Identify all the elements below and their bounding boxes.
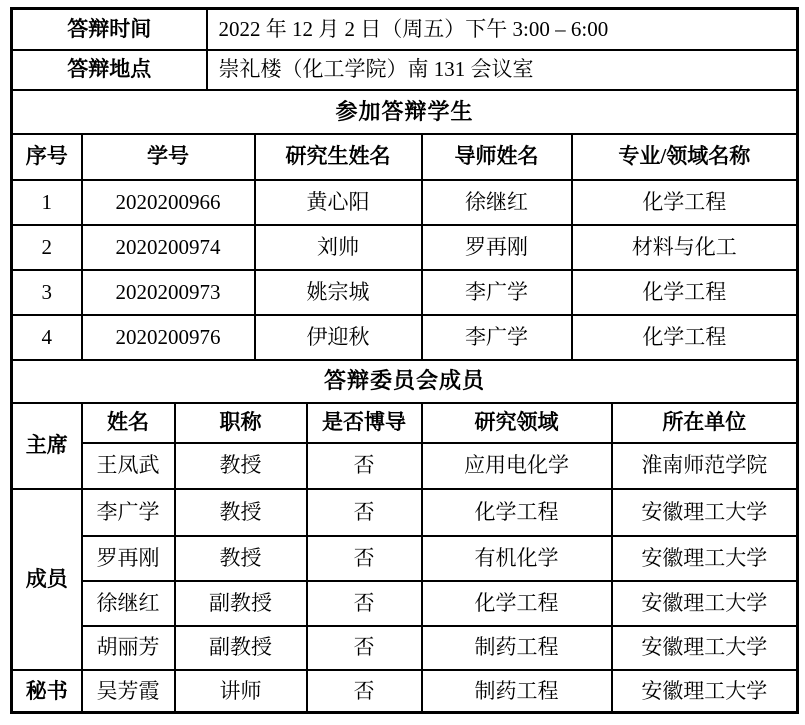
committee-row-member xyxy=(12,489,798,536)
students-title-row xyxy=(12,90,798,134)
committee-row-member xyxy=(12,536,798,581)
info-value-time: 2022 年 12 月 2 日（周五）下午 3:00 – 6:00 xyxy=(207,9,798,50)
student-major: 材料与化工 xyxy=(572,225,798,270)
student-index: 4 xyxy=(12,315,82,360)
student-major: 化学工程 xyxy=(572,315,798,360)
student-name: 伊迎秋 xyxy=(255,315,422,360)
committee-row-member xyxy=(12,581,798,626)
committee-section-title: 答辩委员会成员 xyxy=(12,360,798,403)
student-row xyxy=(12,225,798,270)
student-name: 刘帅 xyxy=(255,225,422,270)
committee-row-secretary xyxy=(12,670,798,713)
student-name: 姚宗城 xyxy=(255,270,422,315)
member-doctoral: 否 xyxy=(307,626,422,670)
member-name: 徐继红 xyxy=(82,581,175,626)
info-row-location xyxy=(12,50,798,90)
students-header-row xyxy=(12,134,798,180)
member-field: 化学工程 xyxy=(422,581,612,626)
student-name: 黄心阳 xyxy=(255,180,422,225)
student-index: 1 xyxy=(12,180,82,225)
defense-schedule-document xyxy=(10,7,796,714)
defense-table xyxy=(10,7,799,714)
member-name: 胡丽芳 xyxy=(82,626,175,670)
member-unit: 淮南师范学院 xyxy=(612,443,798,489)
students-col-header-index: 序号 xyxy=(12,134,82,180)
member-field: 有机化学 xyxy=(422,536,612,581)
member-doctoral: 否 xyxy=(307,536,422,581)
committee-col-header-field: 研究领域 xyxy=(422,403,612,443)
member-doctoral: 否 xyxy=(307,670,422,713)
member-name: 李广学 xyxy=(82,489,175,536)
member-unit: 安徽理工大学 xyxy=(612,626,798,670)
member-title: 教授 xyxy=(175,443,307,489)
member-title: 教授 xyxy=(175,536,307,581)
committee-row-member xyxy=(12,626,798,670)
students-col-header-major: 专业/领域名称 xyxy=(572,134,798,180)
committee-role-secretary: 秘书 xyxy=(12,670,82,713)
member-name: 罗再刚 xyxy=(82,536,175,581)
student-index: 2 xyxy=(12,225,82,270)
committee-role-member: 成员 xyxy=(12,489,82,670)
committee-header-row xyxy=(12,403,798,443)
student-row xyxy=(12,180,798,225)
student-id: 2020200966 xyxy=(82,180,255,225)
info-row-time xyxy=(12,9,798,50)
committee-col-header-doctoral: 是否博导 xyxy=(307,403,422,443)
committee-col-header-name: 姓名 xyxy=(82,403,175,443)
student-index: 3 xyxy=(12,270,82,315)
member-field: 应用电化学 xyxy=(422,443,612,489)
member-title: 讲师 xyxy=(175,670,307,713)
student-id: 2020200974 xyxy=(82,225,255,270)
member-title: 副教授 xyxy=(175,626,307,670)
student-advisor: 李广学 xyxy=(422,270,572,315)
student-advisor: 徐继红 xyxy=(422,180,572,225)
committee-col-header-title: 职称 xyxy=(175,403,307,443)
member-name: 王凤武 xyxy=(82,443,175,489)
students-col-header-id: 学号 xyxy=(82,134,255,180)
committee-col-header-unit: 所在单位 xyxy=(612,403,798,443)
member-doctoral: 否 xyxy=(307,489,422,536)
member-field: 制药工程 xyxy=(422,670,612,713)
info-label-location: 答辩地点 xyxy=(12,50,207,90)
member-doctoral: 否 xyxy=(307,581,422,626)
students-col-header-name: 研究生姓名 xyxy=(255,134,422,180)
student-row xyxy=(12,270,798,315)
member-field: 制药工程 xyxy=(422,626,612,670)
member-unit: 安徽理工大学 xyxy=(612,536,798,581)
student-advisor: 李广学 xyxy=(422,315,572,360)
member-title: 副教授 xyxy=(175,581,307,626)
student-advisor: 罗再刚 xyxy=(422,225,572,270)
committee-role-chair: 主席 xyxy=(12,403,82,489)
students-col-header-advisor: 导师姓名 xyxy=(422,134,572,180)
member-title: 教授 xyxy=(175,489,307,536)
member-field: 化学工程 xyxy=(422,489,612,536)
student-id: 2020200976 xyxy=(82,315,255,360)
info-label-time: 答辩时间 xyxy=(12,9,207,50)
member-name: 吴芳霞 xyxy=(82,670,175,713)
committee-title-row xyxy=(12,360,798,403)
student-row xyxy=(12,315,798,360)
member-unit: 安徽理工大学 xyxy=(612,489,798,536)
member-doctoral: 否 xyxy=(307,443,422,489)
member-unit: 安徽理工大学 xyxy=(612,581,798,626)
committee-row-chair xyxy=(12,443,798,489)
student-major: 化学工程 xyxy=(572,180,798,225)
student-major: 化学工程 xyxy=(572,270,798,315)
member-unit: 安徽理工大学 xyxy=(612,670,798,713)
student-id: 2020200973 xyxy=(82,270,255,315)
students-section-title: 参加答辩学生 xyxy=(12,90,798,134)
info-value-location: 崇礼楼（化工学院）南 131 会议室 xyxy=(207,50,798,90)
